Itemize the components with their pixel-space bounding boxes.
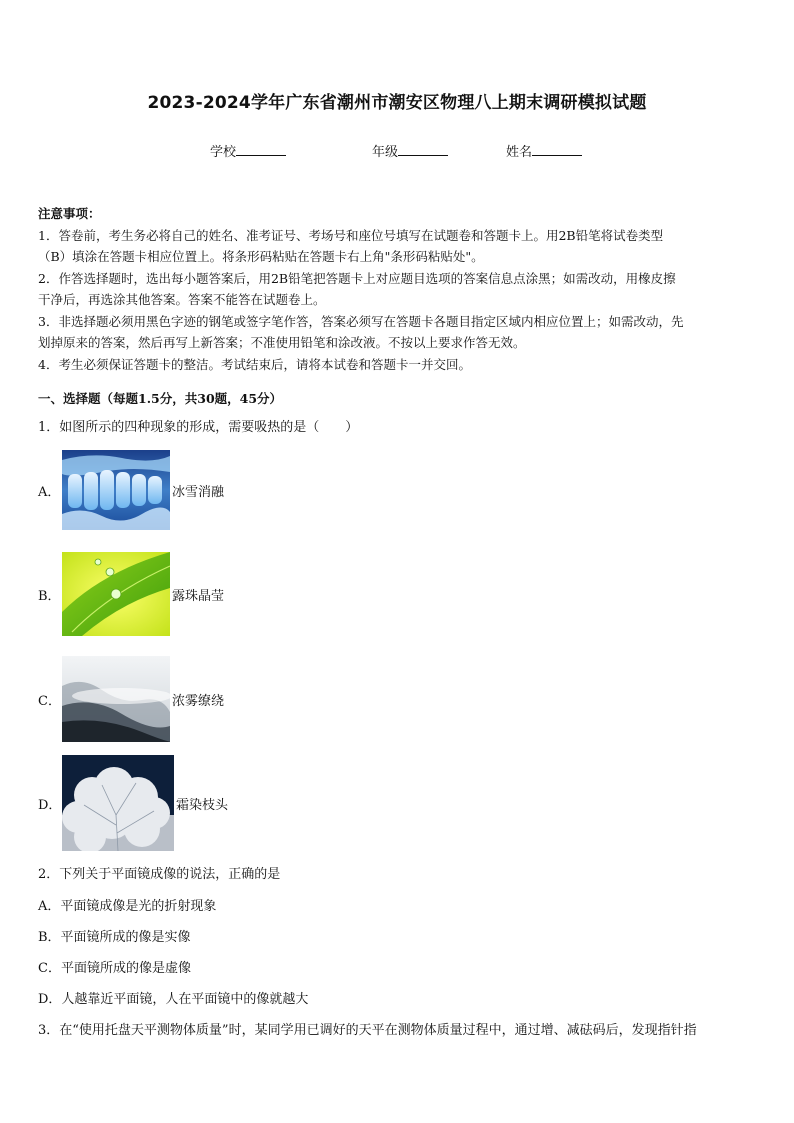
question-1-stem: 1．如图所示的四种现象的形成，需要吸热的是（ ）: [38, 420, 359, 435]
question-3-stem: 3．在“使用托盘天平测物体质量”时，某同学用已调好的天平在测物体质量过程中，通过增、减砝码后，发现指针指: [38, 1023, 697, 1038]
name-blank[interactable]: [532, 143, 582, 156]
q1-option-b[interactable]: [38, 552, 224, 636]
option-caption: 冰雪消融: [172, 484, 225, 500]
section-heading: 一、选择题（每题1.5分，共30题，45分）: [38, 391, 283, 406]
q1-option-c[interactable]: [38, 656, 224, 742]
note-line: 干净后，再选涂其他答案。答案不能答在试题卷上。: [38, 292, 326, 307]
school-label: 学校: [210, 145, 237, 160]
grade-field[interactable]: [372, 141, 448, 160]
option-letter: C．: [38, 693, 61, 709]
ice-melting-photo: [62, 450, 170, 530]
fog-mountain-photo: [62, 656, 170, 742]
school-field[interactable]: [210, 141, 286, 160]
q2-option-d[interactable]: D．人越靠近平面镜，人在平面镜中的像就越大: [38, 992, 309, 1007]
question-2-stem: 2．下列关于平面镜成像的说法，正确的是: [38, 867, 281, 882]
note-line: 4．考生必须保证答题卡的整洁。考试结束后，请将本试卷和答题卡一并交回。: [38, 356, 471, 372]
school-blank[interactable]: [236, 143, 286, 156]
exam-title: 2023-2024学年广东省潮州市潮安区物理八上期末调研模拟试题: [147, 93, 647, 113]
option-letter: B．: [38, 588, 61, 604]
note-line: 3．非选择题必须用黑色字迹的钢笔或签字笔作答，答案必须写在答题卡各题目指定区域内相应位置上；如需改动，先: [38, 313, 684, 329]
notes-section: [38, 203, 760, 375]
option-letter: A．: [38, 484, 61, 500]
option-caption: 浓雾缭绕: [172, 693, 225, 709]
option-caption: 露珠晶莹: [172, 588, 225, 604]
name-label: 姓名: [506, 145, 533, 160]
notes-heading: 注意事项：: [38, 206, 101, 221]
note-line: 划掉原来的答案，然后再写上新答案；不准使用铅笔和涂改液。不按以上要求作答无效。: [38, 335, 526, 350]
grade-blank[interactable]: [398, 143, 448, 156]
q2-option-c[interactable]: C．平面镜所成的像是虚像: [38, 961, 191, 976]
q2-option-b[interactable]: B．平面镜所成的像是实像: [38, 930, 191, 945]
q2-option-a[interactable]: A．平面镜成像是光的折射现象: [38, 899, 217, 914]
name-field[interactable]: [506, 141, 582, 160]
option-letter: D．: [38, 797, 62, 813]
frost-branch-photo: [62, 755, 174, 851]
dew-leaf-photo: [62, 552, 170, 636]
note-line: 1．答卷前，考生务必将自己的姓名、准考证号、考场号和座位号填写在试题卷和答题卡上。用2B铅笔将试卷类型: [38, 227, 664, 243]
q1-option-a[interactable]: [38, 450, 224, 530]
grade-label: 年级: [372, 145, 399, 160]
option-caption: 霜染枝头: [176, 797, 229, 813]
note-line: 2．作答选择题时，选出每小题答案后，用2B铅笔把答题卡上对应题目选项的答案信息点涂黑；如需改动，用橡皮擦: [38, 270, 676, 286]
q1-option-d[interactable]: [38, 755, 228, 851]
note-line: （B）填涂在答题卡相应位置上。将条形码粘贴在答题卡右上角"条形码粘贴处"。: [38, 249, 484, 264]
